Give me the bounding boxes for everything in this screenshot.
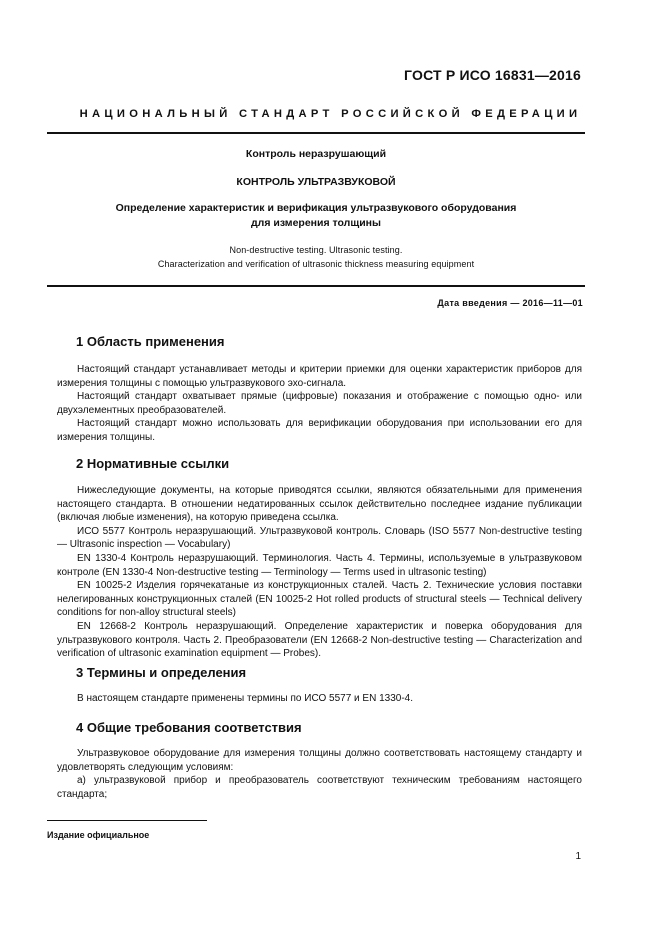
paragraph: ИСО 5577 Контроль неразрушающий. Ультразвуковой контроль. Словарь (ISO 5577 Non-destructive testing — Ultrasonic inspection — Vocabulary) — [57, 525, 582, 551]
footer-divider — [47, 820, 207, 821]
title-sub — [47, 201, 585, 231]
title-english — [47, 243, 585, 271]
section-1-heading: 1 Область применения — [76, 334, 225, 349]
paragraph: Настоящий стандарт охватывает прямые (цифровые) показания и отображение с помощью одно- или двухэлементных преобразователей. — [57, 391, 582, 416]
title-divider — [47, 285, 585, 287]
standard-designation: ГОСТ Р ИСО 16831—2016 — [404, 67, 581, 83]
top-divider — [47, 132, 585, 134]
title-group: Контроль неразрушающий — [245, 148, 387, 160]
title-english-line2: Characterization and verification of ultrasonic thickness measuring equipment — [157, 259, 475, 269]
title-sub-line1: Определение характеристик и верификация ультразвукового оборудования — [115, 202, 517, 214]
section-3-body — [57, 692, 582, 706]
national-standard-heading: НАЦИОНАЛЬНЫЙ СТАНДАРТ РОССИЙСКОЙ ФЕДЕРАЦИИ — [79, 108, 582, 120]
paragraph: Нижеследующие документы, на которые приводятся ссылки, являются обязательными для применения настоящего стандарта. В отношении недатированных ссылок действительно последнее издание публикации (включая любые изменения), на которую приведена ссылка. — [57, 485, 582, 524]
paragraph: Настоящий стандарт можно использовать для верификации оборудования при использовании его для измерения толщины. — [57, 418, 582, 443]
paragraph: EN 12668-2 Контроль неразрушающий. Определение характеристик и поверка оборудования для ультразвукового контроля. Часть 2. Преобразователи (EN 12668-2 Non-destructive testing — Characterization and verification of ultrasonic examination equipment — Probes). — [57, 620, 582, 660]
effective-date: Дата введения — 2016—11—01 — [437, 298, 583, 308]
paragraph: Настоящий стандарт устанавливает методы и критерии приемки для оценки характеристик приборов для измерения толщины с помощью ультразвукового эхо-сигнала. — [57, 364, 582, 389]
title-english-line1: Non-destructive testing. Ultrasonic testing. — [229, 245, 403, 255]
section-1-body — [57, 363, 582, 445]
paragraph: В настоящем стандарте применены термины по ИСО 5577 и EN 1330-4. — [77, 693, 413, 704]
page-number: 1 — [575, 851, 581, 862]
section-2-heading: 2 Нормативные ссылки — [76, 456, 230, 471]
section-2-body — [57, 484, 582, 661]
paragraph: Ультразвуковое оборудование для измерения толщины должно соответствовать настоящему стандарту и удовлетворять следующим условиям: — [57, 748, 582, 773]
paragraph: EN 1330-4 Контроль неразрушающий. Терминология. Часть 4. Термины, используемые в ультразвуковом контроле (EN 1330-4 Non-destructive testing — Terminology — Terms used in ultrasonic testing) — [57, 552, 582, 578]
title-sub-line2: для измерения толщины — [251, 217, 381, 229]
section-4-heading: 4 Общие требования соответствия — [76, 720, 302, 735]
edition-label: Издание официальное — [47, 830, 150, 840]
paragraph: а) ультразвуковой прибор и преобразователь соответствуют техническим требованиям настоящего стандарта; — [57, 775, 582, 800]
section-4-body — [57, 747, 582, 801]
paragraph: EN 10025-2 Изделия горячекатаные из конструкционных сталей. Часть 2. Технические условия поставки нелегированных конструкционных сталей (EN 10025-2 Hot rolled products of structural steels — Technical delivery conditions for non-alloy structural steels) — [57, 580, 582, 619]
title-main: КОНТРОЛЬ УЛЬТРАЗВУКОВОЙ — [236, 176, 396, 188]
section-3-heading: 3 Термины и определения — [76, 665, 247, 680]
